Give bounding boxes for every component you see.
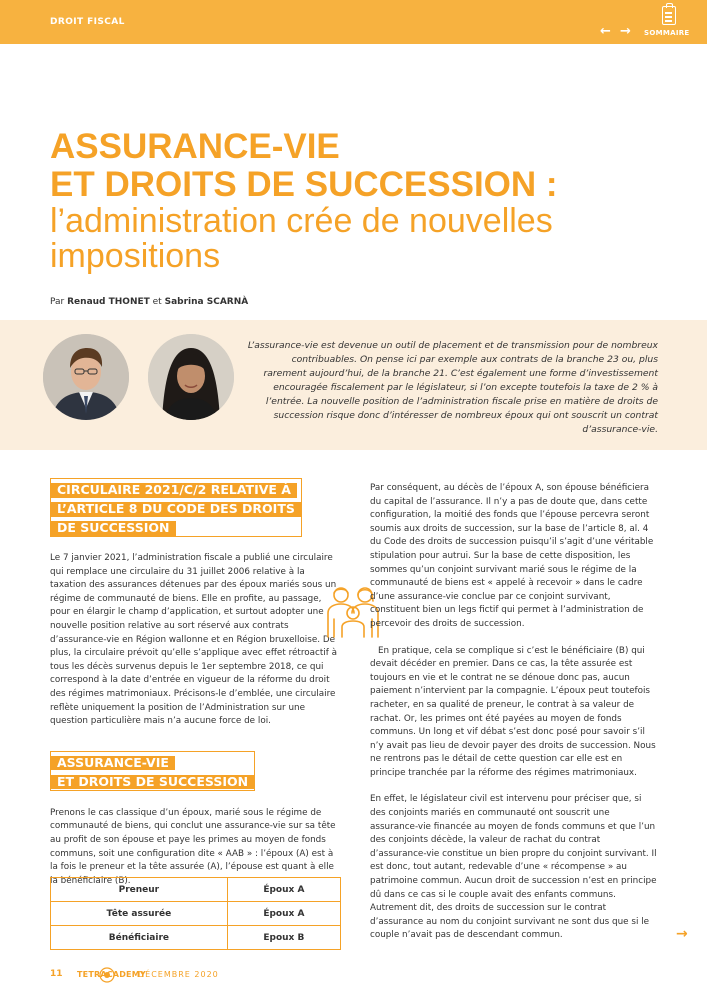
table-cell-value: Époux A bbox=[227, 902, 340, 926]
page-navigation bbox=[597, 0, 707, 44]
arrow-right-icon[interactable]: → bbox=[676, 926, 688, 942]
logo-text: TETRACADEMY bbox=[77, 970, 146, 979]
table-row bbox=[51, 926, 341, 950]
table-cell-value: Époux A bbox=[227, 878, 340, 902]
title-line-2: ET DROITS DE SUCCESSION : bbox=[50, 165, 558, 204]
page-number: 11 bbox=[50, 969, 63, 979]
arrow-left-icon[interactable]: ← bbox=[600, 24, 611, 39]
author-photo-2 bbox=[148, 334, 234, 420]
table-row bbox=[51, 878, 341, 902]
header-bar bbox=[0, 0, 707, 44]
summary-button[interactable] bbox=[642, 4, 702, 42]
paragraph: En effet, le législateur civil est intervenu pour préciser que, si des conjoints mariés en communauté ont souscrit une assurance-vie financée au moyen de fonds communs et que l’un des conjoints décède, la valeur de rachat du contrat d’assurance-vie constitue un bien propre du conjoint survivant. Il est donc, tout autant, redevable d’une « récompense » au patrimoine commun. Aucun droit de succession n’est en principe dû dans ce cas si le couple avait des enfants communs. Autrement dit, des droits de succession sur le contrat d’assurance au nom du conjoint survivant ne sont dus que si le couple n’avait pas de descendant commun. bbox=[370, 794, 657, 941]
left-column bbox=[50, 478, 340, 888]
byline: Par Renaud THONET et Sabrina SCARNÀ bbox=[50, 297, 249, 307]
arrow-right-icon[interactable]: → bbox=[620, 24, 631, 39]
right-column bbox=[370, 482, 658, 943]
author-2: Sabrina SCARNÀ bbox=[164, 297, 249, 307]
subtitle-line-2: impositions bbox=[50, 237, 221, 275]
contract-table bbox=[50, 877, 341, 950]
paragraph: Par conséquent, au décès de l’époux A, son épouse bénéficiera du capital de l’assurance. Il n’y a pas de doute que, dans cette configuration, la moitié des fonds que l’épouse percevra seront soumis aux droits de succession, sur la base de l’article 8, al. 4 du Code des droits de succession puisqu’il s’agit d’une véritable stipulation pour autrui. Sur la base de cette disposition, les sommes qu’un conjoint survivant marié sous le régime de la communauté de biens est « appelé à recevoir » dans le cadre d’une assurance-vie conclue par ce conjoint survivant, constituent bien un legs fictif qui permet à l’administration de percevoir des droits de succession. bbox=[370, 483, 654, 629]
title-line-1: ASSURANCE-VIE bbox=[50, 127, 340, 166]
table-cell-label: Preneur bbox=[51, 878, 228, 902]
section-heading-circulaire: CIRCULAIRE 2021/C/2 RELATIVE À L’ARTICLE 8 DU CODE DES DROITS DE SUCCESSION bbox=[50, 478, 302, 537]
clipboard-icon bbox=[662, 6, 676, 25]
summary-label: SOMMAIRE bbox=[644, 29, 690, 37]
tetracademy-logo bbox=[77, 966, 146, 986]
paragraph: En pratique, cela se complique si c’est le bénéficiaire (B) qui devait décéder en premier. Dans ce cas, la tête assurée est toujours en vie et le contrat ne se dénoue donc pas, aucun paiement n’intervient par la compagnie. L’époux peut toutefois racheter, en sa qualité de preneur, le contrat à sa valeur de rachat. Or, les primes ont été payées au moyen de fonds communs. Un long et vif débat s’est donc posé pour savoir s’il n’y avait pas lieu de devoir payer des droits de succession. Nous ne rentrons pas le détail de cette question car elle est en principe tranchée par la réforme des régimes matrimoniaux. bbox=[370, 645, 656, 778]
section-label: DROIT FISCAL bbox=[50, 17, 125, 27]
subtitle-line-1: l’administration crée de nouvelles bbox=[50, 202, 553, 240]
paragraph: Le 7 janvier 2021, l’administration fiscale a publié une circulaire qui remplace une circulaire du 31 juillet 2006 relative à la taxation des assurances détenues par des époux mariés sous un régime de communauté de biens. Elle en profite, au passage, pour en élargir le champ d’application, et surtout adopter une nouvelle position relative au sort réservé aux contrats d’assurance-vie en Région wallonne et en Région bruxelloise. De plus, la circulaire prévoit qu’elle s’applique avec effet rétroactif à tous les décès survenus depuis le 1er septembre 2018, ce qui correspond à la date d’entrée en vigueur de la réforme du droit des régimes matrimoniaux. Précisons-le d’emblée, une circulaire reflète uniquement la position de l’Administration sur une question particulière mais n’a aucune force de loi. bbox=[50, 553, 338, 727]
table-cell-value: Epoux B bbox=[227, 926, 340, 950]
section-heading-assurance: ASSURANCE-VIE ET DROITS DE SUCCESSION bbox=[50, 751, 255, 791]
footer bbox=[50, 966, 350, 986]
author-1: Renaud THONET bbox=[67, 297, 150, 307]
table-cell-label: Tête assurée bbox=[51, 902, 228, 926]
paragraph: Prenons le cas classique d’un époux, marié sous le régime de communauté de biens, qui conclut une assurance-vie sur sa tête au profit de son épouse et paye les primes au moyen de fonds communs, soit une configuration dite « AAB » : l’époux (A) est à la fois le preneur et la tête assurée (A), l’épouse est quant à elle la bénéficiaire (B). bbox=[50, 807, 336, 886]
article-title bbox=[50, 128, 670, 274]
table-row bbox=[51, 902, 341, 926]
author-photo-1 bbox=[43, 334, 129, 420]
issue-date: DÉCEMBRE 2020 bbox=[138, 970, 219, 979]
table-cell-label: Bénéficiaire bbox=[51, 926, 228, 950]
intro-text: L’assurance-vie est devenue un outil de placement et de transmission pour de nombreux contribuables. On pense ici par exemple aux contrats de la branche 23 ou, plus rarement aujourd’hui, de la branche 21. C’est également une forme d’investissement encouragée fiscalement par le législateur, si l’on excepte toutefois la taxe de 2 % à l’entrée. La nouvelle position de l’administration fiscale prise en matière de droits de succession risque donc d’intéresser de nombreux époux qui ont souscrit un contrat d’assurance-vie. bbox=[247, 340, 658, 435]
